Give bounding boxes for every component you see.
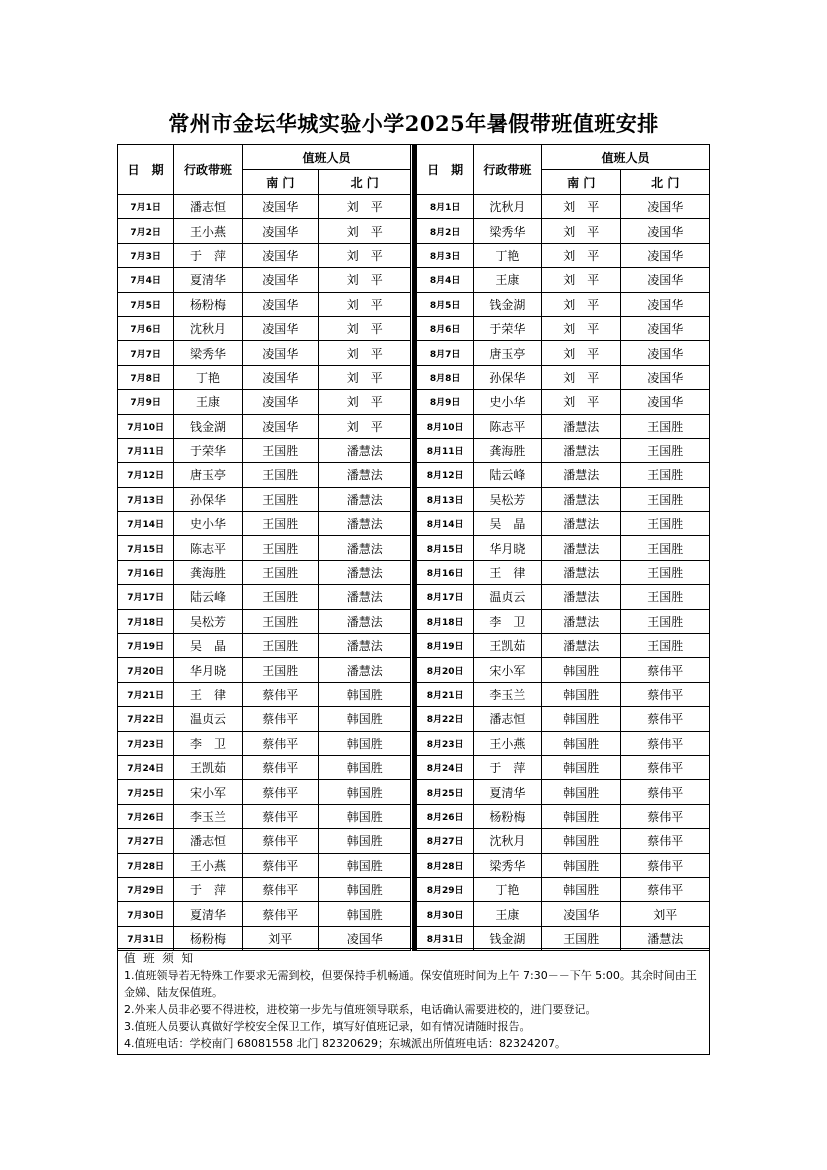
july-date-cell: 7月2日: [118, 219, 174, 243]
july-north-gate-cell: 韩国胜: [318, 707, 410, 731]
august-admin-cell: 李玉兰: [473, 682, 541, 706]
july-north-gate-cell: 韩国胜: [318, 804, 410, 828]
header-date-july: 日 期: [118, 145, 174, 195]
july-date-cell: 7月30日: [118, 902, 174, 926]
july-date-cell: 7月10日: [118, 414, 174, 438]
august-north-gate-cell: 蔡伟平: [621, 658, 710, 682]
july-south-gate-cell: 刘平: [242, 926, 318, 950]
july-south-gate-cell: 蔡伟平: [242, 804, 318, 828]
july-south-gate-cell: 凌国华: [242, 243, 318, 267]
august-south-gate-cell: 韩国胜: [542, 731, 621, 755]
august-admin-cell: 钱金湖: [473, 292, 541, 316]
july-date-cell: 7月29日: [118, 877, 174, 901]
july-south-gate-cell: 王国胜: [242, 463, 318, 487]
july-south-gate-cell: 凌国华: [242, 414, 318, 438]
july-date-cell: 7月11日: [118, 438, 174, 462]
august-date-cell: 8月14日: [417, 512, 473, 536]
july-north-gate-cell: 潘慧法: [318, 512, 410, 536]
note-item: 2.外来人员非必要不得进校，进校第一步先与值班领导联系，电话确认需要进校的，进门要登记。: [124, 1003, 597, 1016]
july-south-gate-cell: 凌国华: [242, 292, 318, 316]
july-admin-cell: 于荣华: [174, 438, 242, 462]
header-south-gate-august: 南 门: [542, 170, 621, 195]
july-north-gate-cell: 刘 平: [318, 243, 410, 267]
july-north-gate-cell: 韩国胜: [318, 731, 410, 755]
july-admin-cell: 潘志恒: [174, 829, 242, 853]
august-admin-cell: 龚海胜: [473, 438, 541, 462]
page-title: 常州市金坛华城实验小学2025年暑假带班值班安排: [168, 111, 659, 136]
august-north-gate-cell: 凌国华: [621, 365, 710, 389]
header-duty-august: 值班人员: [542, 145, 710, 170]
july-north-gate-cell: 潘慧法: [318, 634, 410, 658]
august-south-gate-cell: 潘慧法: [542, 414, 621, 438]
august-south-gate-cell: 潘慧法: [542, 463, 621, 487]
july-south-gate-cell: 王国胜: [242, 487, 318, 511]
august-admin-cell: 孙保华: [473, 365, 541, 389]
july-admin-cell: 宋小军: [174, 780, 242, 804]
july-south-gate-cell: 王国胜: [242, 658, 318, 682]
july-north-gate-cell: 韩国胜: [318, 877, 410, 901]
august-north-gate-cell: 王国胜: [621, 536, 710, 560]
august-date-cell: 8月21日: [417, 682, 473, 706]
july-south-gate-cell: 蔡伟平: [242, 902, 318, 926]
august-date-cell: 8月3日: [417, 243, 473, 267]
july-north-gate-cell: 刘 平: [318, 390, 410, 414]
august-admin-cell: 华月晓: [473, 536, 541, 560]
july-south-gate-cell: 王国胜: [242, 512, 318, 536]
july-date-cell: 7月25日: [118, 780, 174, 804]
august-date-cell: 8月29日: [417, 877, 473, 901]
july-south-gate-cell: 王国胜: [242, 609, 318, 633]
august-date-cell: 8月20日: [417, 658, 473, 682]
july-north-gate-cell: 刘 平: [318, 268, 410, 292]
july-admin-cell: 王凯茹: [174, 755, 242, 779]
note-item: 4.值班电话：学校南门 68081558 北门 82320629；东城派出所值班电话：82324207。: [124, 1037, 566, 1050]
july-date-cell: 7月13日: [118, 487, 174, 511]
august-date-cell: 8月7日: [417, 341, 473, 365]
july-south-gate-cell: 蔡伟平: [242, 853, 318, 877]
july-date-cell: 7月28日: [118, 853, 174, 877]
header-date-august: 日 期: [417, 145, 473, 195]
july-south-gate-cell: 蔡伟平: [242, 682, 318, 706]
august-north-gate-cell: 凌国华: [621, 390, 710, 414]
august-date-cell: 8月16日: [417, 560, 473, 584]
july-date-cell: 7月12日: [118, 463, 174, 487]
header-duty-july: 值班人员: [242, 145, 411, 170]
july-admin-cell: 王小燕: [174, 853, 242, 877]
header-north-gate-july: 北 门: [318, 170, 410, 195]
july-date-cell: 7月31日: [118, 926, 174, 950]
august-admin-cell: 钱金湖: [473, 926, 541, 950]
header-admin-july: 行政带班: [174, 145, 242, 195]
august-south-gate-cell: 韩国胜: [542, 780, 621, 804]
july-admin-cell: 潘志恒: [174, 195, 242, 219]
july-south-gate-cell: 王国胜: [242, 536, 318, 560]
july-north-gate-cell: 刘 平: [318, 316, 410, 340]
august-date-cell: 8月1日: [417, 195, 473, 219]
header-north-gate-august: 北 门: [621, 170, 710, 195]
july-date-cell: 7月6日: [118, 316, 174, 340]
july-south-gate-cell: 凌国华: [242, 390, 318, 414]
july-date-cell: 7月19日: [118, 634, 174, 658]
august-date-cell: 8月4日: [417, 268, 473, 292]
july-admin-cell: 温贞云: [174, 707, 242, 731]
august-south-gate-cell: 韩国胜: [542, 804, 621, 828]
july-north-gate-cell: 韩国胜: [318, 829, 410, 853]
july-north-gate-cell: 潘慧法: [318, 585, 410, 609]
august-admin-cell: 温贞云: [473, 585, 541, 609]
july-south-gate-cell: 凌国华: [242, 195, 318, 219]
august-north-gate-cell: 潘慧法: [621, 926, 710, 950]
august-date-cell: 8月22日: [417, 707, 473, 731]
august-south-gate-cell: 刘 平: [542, 195, 621, 219]
august-date-cell: 8月11日: [417, 438, 473, 462]
notes-heading: 值 班 须 知: [124, 951, 195, 965]
july-date-cell: 7月23日: [118, 731, 174, 755]
august-admin-cell: 沈秋月: [473, 829, 541, 853]
july-south-gate-cell: 凌国华: [242, 268, 318, 292]
august-date-cell: 8月31日: [417, 926, 473, 950]
august-date-cell: 8月15日: [417, 536, 473, 560]
august-south-gate-cell: 刘 平: [542, 268, 621, 292]
august-admin-cell: 梁秀华: [473, 219, 541, 243]
july-admin-cell: 杨粉梅: [174, 292, 242, 316]
august-north-gate-cell: 王国胜: [621, 585, 710, 609]
august-north-gate-cell: 王国胜: [621, 609, 710, 633]
july-admin-cell: 史小华: [174, 512, 242, 536]
july-north-gate-cell: 潘慧法: [318, 463, 410, 487]
july-south-gate-cell: 王国胜: [242, 585, 318, 609]
july-date-cell: 7月26日: [118, 804, 174, 828]
july-north-gate-cell: 韩国胜: [318, 853, 410, 877]
august-south-gate-cell: 刘 平: [542, 316, 621, 340]
july-date-cell: 7月8日: [118, 365, 174, 389]
august-south-gate-cell: 韩国胜: [542, 707, 621, 731]
august-admin-cell: 陈志平: [473, 414, 541, 438]
header-south-gate-july: 南 门: [242, 170, 318, 195]
august-date-cell: 8月23日: [417, 731, 473, 755]
july-south-gate-cell: 王国胜: [242, 438, 318, 462]
august-south-gate-cell: 韩国胜: [542, 682, 621, 706]
july-admin-cell: 梁秀华: [174, 341, 242, 365]
august-date-cell: 8月30日: [417, 902, 473, 926]
august-admin-cell: 于 萍: [473, 755, 541, 779]
august-admin-cell: 潘志恒: [473, 707, 541, 731]
august-north-gate-cell: 王国胜: [621, 634, 710, 658]
august-date-cell: 8月10日: [417, 414, 473, 438]
august-south-gate-cell: 潘慧法: [542, 560, 621, 584]
july-north-gate-cell: 凌国华: [318, 926, 410, 950]
august-date-cell: 8月24日: [417, 755, 473, 779]
july-north-gate-cell: 韩国胜: [318, 682, 410, 706]
august-date-cell: 8月5日: [417, 292, 473, 316]
august-south-gate-cell: 潘慧法: [542, 487, 621, 511]
july-admin-cell: 于 萍: [174, 243, 242, 267]
august-north-gate-cell: 蔡伟平: [621, 804, 710, 828]
july-north-gate-cell: 刘 平: [318, 219, 410, 243]
august-date-cell: 8月12日: [417, 463, 473, 487]
august-south-gate-cell: 刘 平: [542, 219, 621, 243]
august-date-cell: 8月25日: [417, 780, 473, 804]
july-north-gate-cell: 潘慧法: [318, 560, 410, 584]
august-south-gate-cell: 韩国胜: [542, 829, 621, 853]
august-date-cell: 8月28日: [417, 853, 473, 877]
august-north-gate-cell: 凌国华: [621, 316, 710, 340]
august-south-gate-cell: 韩国胜: [542, 853, 621, 877]
august-north-gate-cell: 凌国华: [621, 243, 710, 267]
august-admin-cell: 王康: [473, 268, 541, 292]
july-south-gate-cell: 蔡伟平: [242, 780, 318, 804]
august-south-gate-cell: 韩国胜: [542, 755, 621, 779]
july-north-gate-cell: 潘慧法: [318, 536, 410, 560]
july-admin-cell: 夏清华: [174, 902, 242, 926]
august-admin-cell: 丁艳: [473, 877, 541, 901]
august-north-gate-cell: 凌国华: [621, 195, 710, 219]
august-admin-cell: 王小燕: [473, 731, 541, 755]
august-admin-cell: 宋小军: [473, 658, 541, 682]
duty-schedule-table: [117, 144, 710, 951]
july-south-gate-cell: 王国胜: [242, 634, 318, 658]
august-north-gate-cell: 蔡伟平: [621, 707, 710, 731]
august-south-gate-cell: 潘慧法: [542, 585, 621, 609]
august-date-cell: 8月8日: [417, 365, 473, 389]
august-admin-cell: 李 卫: [473, 609, 541, 633]
july-north-gate-cell: 韩国胜: [318, 902, 410, 926]
august-date-cell: 8月6日: [417, 316, 473, 340]
july-north-gate-cell: 潘慧法: [318, 609, 410, 633]
july-admin-cell: 龚海胜: [174, 560, 242, 584]
july-date-cell: 7月21日: [118, 682, 174, 706]
august-south-gate-cell: 韩国胜: [542, 877, 621, 901]
august-admin-cell: 王凯茹: [473, 634, 541, 658]
july-south-gate-cell: 凌国华: [242, 341, 318, 365]
july-admin-cell: 唐玉亭: [174, 463, 242, 487]
august-south-gate-cell: 刘 平: [542, 341, 621, 365]
august-date-cell: 8月27日: [417, 829, 473, 853]
july-north-gate-cell: 韩国胜: [318, 755, 410, 779]
august-admin-cell: 梁秀华: [473, 853, 541, 877]
august-north-gate-cell: 王国胜: [621, 438, 710, 462]
july-date-cell: 7月22日: [118, 707, 174, 731]
july-date-cell: 7月7日: [118, 341, 174, 365]
july-admin-cell: 李玉兰: [174, 804, 242, 828]
july-date-cell: 7月15日: [118, 536, 174, 560]
august-admin-cell: 王康: [473, 902, 541, 926]
july-admin-cell: 李 卫: [174, 731, 242, 755]
august-south-gate-cell: 潘慧法: [542, 438, 621, 462]
august-north-gate-cell: 蔡伟平: [621, 829, 710, 853]
august-admin-cell: 陆云峰: [473, 463, 541, 487]
note-item: 3.值班人员要认真做好学校安全保卫工作，填写好值班记录，如有情况请随时报告。: [124, 1020, 531, 1033]
july-north-gate-cell: 潘慧法: [318, 658, 410, 682]
july-admin-cell: 王康: [174, 390, 242, 414]
august-south-gate-cell: 刘 平: [542, 292, 621, 316]
july-north-gate-cell: 韩国胜: [318, 780, 410, 804]
august-admin-cell: 沈秋月: [473, 195, 541, 219]
august-north-gate-cell: 蔡伟平: [621, 682, 710, 706]
august-north-gate-cell: 凌国华: [621, 268, 710, 292]
august-date-cell: 8月17日: [417, 585, 473, 609]
august-north-gate-cell: 王国胜: [621, 463, 710, 487]
july-date-cell: 7月16日: [118, 560, 174, 584]
july-north-gate-cell: 刘 平: [318, 292, 410, 316]
july-admin-cell: 王小燕: [174, 219, 242, 243]
august-north-gate-cell: 凌国华: [621, 219, 710, 243]
august-south-gate-cell: 潘慧法: [542, 512, 621, 536]
august-admin-cell: 夏清华: [473, 780, 541, 804]
august-south-gate-cell: 潘慧法: [542, 609, 621, 633]
august-date-cell: 8月26日: [417, 804, 473, 828]
august-north-gate-cell: 王国胜: [621, 560, 710, 584]
august-north-gate-cell: 王国胜: [621, 487, 710, 511]
july-admin-cell: 孙保华: [174, 487, 242, 511]
august-north-gate-cell: 蔡伟平: [621, 780, 710, 804]
july-date-cell: 7月24日: [118, 755, 174, 779]
august-south-gate-cell: 王国胜: [542, 926, 621, 950]
july-admin-cell: 华月晓: [174, 658, 242, 682]
august-admin-cell: 杨粉梅: [473, 804, 541, 828]
july-admin-cell: 丁艳: [174, 365, 242, 389]
july-date-cell: 7月4日: [118, 268, 174, 292]
july-admin-cell: 夏清华: [174, 268, 242, 292]
august-date-cell: 8月13日: [417, 487, 473, 511]
august-north-gate-cell: 蔡伟平: [621, 755, 710, 779]
august-admin-cell: 王 律: [473, 560, 541, 584]
july-north-gate-cell: 刘 平: [318, 341, 410, 365]
july-south-gate-cell: 蔡伟平: [242, 707, 318, 731]
july-south-gate-cell: 蔡伟平: [242, 731, 318, 755]
july-date-cell: 7月14日: [118, 512, 174, 536]
august-admin-cell: 于荣华: [473, 316, 541, 340]
august-north-gate-cell: 蔡伟平: [621, 853, 710, 877]
august-date-cell: 8月18日: [417, 609, 473, 633]
july-north-gate-cell: 刘 平: [318, 414, 410, 438]
august-date-cell: 8月19日: [417, 634, 473, 658]
august-south-gate-cell: 凌国华: [542, 902, 621, 926]
august-north-gate-cell: 王国胜: [621, 414, 710, 438]
header-admin-august: 行政带班: [473, 145, 541, 195]
july-north-gate-cell: 刘 平: [318, 365, 410, 389]
august-admin-cell: 史小华: [473, 390, 541, 414]
august-admin-cell: 吴松芳: [473, 487, 541, 511]
august-admin-cell: 唐玉亭: [473, 341, 541, 365]
july-admin-cell: 钱金湖: [174, 414, 242, 438]
august-south-gate-cell: 刘 平: [542, 243, 621, 267]
july-date-cell: 7月9日: [118, 390, 174, 414]
july-south-gate-cell: 蔡伟平: [242, 877, 318, 901]
july-date-cell: 7月27日: [118, 829, 174, 853]
august-date-cell: 8月2日: [417, 219, 473, 243]
july-date-cell: 7月20日: [118, 658, 174, 682]
july-south-gate-cell: 王国胜: [242, 560, 318, 584]
august-south-gate-cell: 潘慧法: [542, 536, 621, 560]
august-north-gate-cell: 蔡伟平: [621, 731, 710, 755]
july-south-gate-cell: 蔡伟平: [242, 829, 318, 853]
july-north-gate-cell: 潘慧法: [318, 487, 410, 511]
august-south-gate-cell: 刘 平: [542, 365, 621, 389]
note-item: 1.值班领导若无特殊工作要求无需到校，但要保持手机畅通。保安值班时间为上午 7:30－－下午 5:00。其余时间由王金娣、陆友保值班。: [124, 969, 697, 999]
july-admin-cell: 吴 晶: [174, 634, 242, 658]
august-south-gate-cell: 刘 平: [542, 390, 621, 414]
july-south-gate-cell: 凌国华: [242, 316, 318, 340]
august-north-gate-cell: 凌国华: [621, 341, 710, 365]
august-north-gate-cell: 蔡伟平: [621, 877, 710, 901]
july-date-cell: 7月18日: [118, 609, 174, 633]
july-admin-cell: 沈秋月: [174, 316, 242, 340]
august-north-gate-cell: 刘平: [621, 902, 710, 926]
july-admin-cell: 杨粉梅: [174, 926, 242, 950]
august-date-cell: 8月9日: [417, 390, 473, 414]
july-admin-cell: 王 律: [174, 682, 242, 706]
august-north-gate-cell: 王国胜: [621, 512, 710, 536]
july-south-gate-cell: 蔡伟平: [242, 755, 318, 779]
july-date-cell: 7月3日: [118, 243, 174, 267]
july-admin-cell: 陈志平: [174, 536, 242, 560]
july-admin-cell: 吴松芳: [174, 609, 242, 633]
august-north-gate-cell: 凌国华: [621, 292, 710, 316]
august-admin-cell: 吴 晶: [473, 512, 541, 536]
july-south-gate-cell: 凌国华: [242, 365, 318, 389]
august-south-gate-cell: 潘慧法: [542, 634, 621, 658]
july-north-gate-cell: 刘 平: [318, 195, 410, 219]
duty-notes: [117, 948, 710, 1055]
july-south-gate-cell: 凌国华: [242, 219, 318, 243]
july-date-cell: 7月1日: [118, 195, 174, 219]
august-admin-cell: 丁艳: [473, 243, 541, 267]
july-admin-cell: 陆云峰: [174, 585, 242, 609]
july-north-gate-cell: 潘慧法: [318, 438, 410, 462]
july-admin-cell: 于 萍: [174, 877, 242, 901]
july-date-cell: 7月17日: [118, 585, 174, 609]
august-south-gate-cell: 韩国胜: [542, 658, 621, 682]
july-date-cell: 7月5日: [118, 292, 174, 316]
